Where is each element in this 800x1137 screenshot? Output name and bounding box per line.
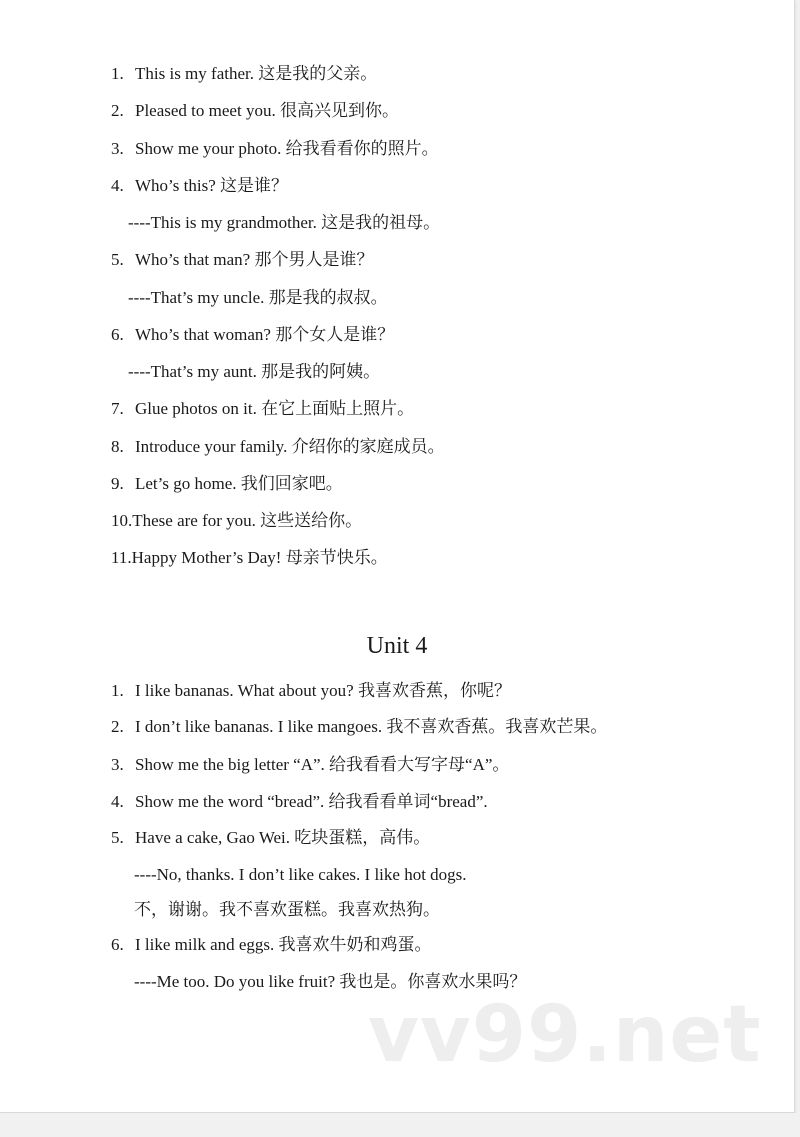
item-text: Who’s this? 这是谁？ — [135, 176, 288, 195]
viewer-bottom-margin — [0, 1113, 800, 1137]
item-number: 5. — [111, 828, 124, 847]
item-number: 1. — [111, 64, 124, 83]
reply-1-6 — [128, 362, 380, 382]
item-number: 2. — [111, 717, 124, 736]
sentence-1-5 — [111, 250, 373, 270]
item-number: 8. — [111, 437, 124, 456]
unit-4-heading: Unit 4 — [366, 633, 428, 659]
reply-4-5-en — [134, 865, 467, 885]
sentence-4-3 — [111, 755, 509, 775]
item-number: 5. — [111, 250, 124, 269]
item-text: ----That’s my aunt. 那是我的阿姨。 — [128, 362, 381, 381]
sentence-1-7 — [111, 399, 414, 419]
item-text: This is my father. 这是我的父亲。 — [135, 64, 378, 83]
item-text: I like bananas. What about you? 我喜欢香蕉，你呢？ — [135, 681, 511, 700]
item-number: 4. — [111, 176, 124, 195]
reply-4-5-zh — [134, 900, 440, 920]
reply-1-4 — [128, 213, 440, 233]
item-number: 2. — [111, 101, 124, 120]
watermark: vv99.net — [368, 990, 762, 1080]
item-text: Show me the big letter “A”. 给我看看大写字母“A”。 — [135, 755, 510, 774]
sentence-1-4 — [111, 176, 288, 196]
item-text: Show me your photo. 给我看看你的照片。 — [135, 139, 439, 158]
sentence-4-4 — [111, 792, 488, 812]
item-text: Happy Mother’s Day! 母亲节快乐。 — [131, 548, 388, 567]
item-text: ----This is my grandmother. 这是我的祖母。 — [128, 213, 441, 232]
sentence-1-3 — [111, 139, 439, 159]
sentence-4-6 — [111, 935, 432, 955]
item-text: Show me the word “bread”. 给我看看单词“bread”. — [135, 792, 488, 811]
item-number: 4. — [111, 792, 124, 811]
sentence-4-5 — [111, 828, 430, 848]
item-number: 6. — [111, 935, 124, 954]
sentence-4-2 — [111, 717, 607, 737]
item-text: Who’s that man? 那个男人是谁？ — [135, 250, 374, 269]
item-number: 11. — [111, 548, 132, 567]
reply-1-5 — [128, 288, 388, 308]
item-text: 不，谢谢。我不喜欢蛋糕。我喜欢热狗。 — [134, 900, 440, 919]
sentence-4-1 — [111, 681, 511, 701]
item-text: These are for you. 这些送给你。 — [132, 511, 363, 530]
item-text: Glue photos on it. 在它上面贴上照片。 — [135, 399, 415, 418]
reply-4-6 — [134, 972, 526, 992]
item-text: ----That’s my uncle. 那是我的叔叔。 — [128, 288, 388, 307]
item-text: ----Me too. Do you like fruit? 我也是。你喜欢水果吗？ — [134, 972, 527, 991]
sentence-1-9 — [111, 474, 343, 494]
item-text: I don’t like bananas. I like mangoes. 我不喜欢香蕉。我喜欢芒果。 — [135, 717, 608, 736]
item-text: Let’s go home. 我们回家吧。 — [135, 474, 343, 493]
item-number: 3. — [111, 755, 124, 774]
sentence-1-1 — [111, 64, 377, 84]
item-number: 6. — [111, 325, 124, 344]
item-text: Have a cake, Gao Wei. 吃块蛋糕，高伟。 — [135, 828, 431, 847]
sentence-1-6 — [111, 325, 394, 345]
item-number: 1. — [111, 681, 124, 700]
item-text: Who’s that woman? 那个女人是谁？ — [135, 325, 395, 344]
item-number: 3. — [111, 139, 124, 158]
item-text: Introduce your family. 介绍你的家庭成员。 — [135, 437, 445, 456]
sentence-1-10 — [111, 511, 362, 531]
item-text: ----No, thanks. I don’t like cakes. I like hot dogs. — [134, 865, 467, 884]
sentence-1-8 — [111, 437, 445, 457]
sentence-1-11 — [111, 548, 388, 568]
item-number: 9. — [111, 474, 124, 493]
item-number: 10. — [111, 511, 133, 530]
item-text: I like milk and eggs. 我喜欢牛奶和鸡蛋。 — [135, 935, 432, 954]
item-number: 7. — [111, 399, 124, 418]
item-text: Pleased to meet you. 很高兴见到你。 — [135, 101, 399, 120]
sentence-1-2 — [111, 101, 399, 121]
